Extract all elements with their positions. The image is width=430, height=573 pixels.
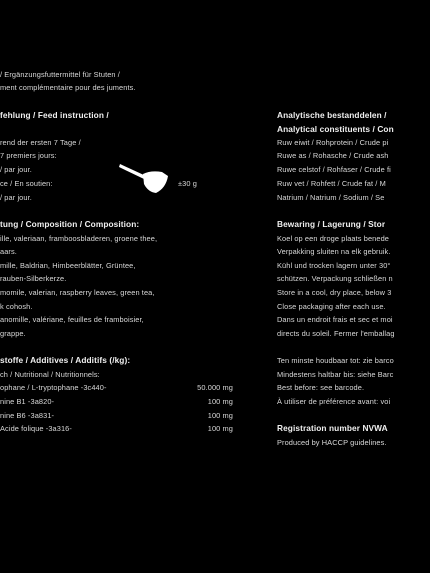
additives-heading: stoffe / Additives / Additifs (/kg): — [0, 355, 131, 365]
registration-heading: Registration number NVWA — [277, 423, 388, 433]
best-before-line: Ten minste houdbaar tot: zie barco — [277, 356, 394, 365]
feed-instruction-heading: fehlung / Feed instruction / — [0, 110, 109, 120]
composition-line: rauben-Silberkerze. — [0, 274, 67, 283]
storage-line: Close packaging after each use. — [277, 302, 386, 311]
storage-line: Kühl und trocken lagern unter 30° — [277, 261, 391, 270]
additive-amount: 100 mg — [207, 397, 233, 406]
additive-name: nine B1 -3a820- — [0, 397, 55, 406]
additive-amount: 100 mg — [207, 411, 233, 420]
intro-line-1: / Ergänzungsfuttermittel für Stuten / — [0, 70, 120, 79]
additive-name: Acide folique -3a316- — [0, 424, 72, 433]
feed-line: / par jour. — [0, 193, 32, 202]
storage-line: schützen. Verpackung schließen n — [277, 274, 393, 283]
additive-name: nine B6 -3a831- — [0, 411, 55, 420]
best-before-line: Best before: see barcode. — [277, 383, 365, 392]
composition-line: aars. — [0, 247, 17, 256]
storage-line: Dans un endroit frais et sec et moi — [277, 315, 393, 324]
analytic-line: Ruw eiwit / Rohprotein / Crude pi — [277, 138, 389, 147]
storage-heading: Bewaring / Lagerung / Stor — [277, 219, 386, 229]
intro-line-2: ment complémentaire pour des juments. — [0, 83, 136, 92]
dose-value: ±30 g — [178, 179, 197, 188]
composition-line: anomille, valériane, feuilles de framboisier, — [0, 315, 144, 324]
analytic-line: Natrium / Natrium / Sodium / Se — [277, 193, 385, 202]
storage-line: Koel op een droge plaats benede — [277, 234, 389, 243]
registration-line: Produced by HACCP guidelines. — [277, 438, 387, 447]
analytic-line: Ruw vet / Rohfett / Crude fat / M — [277, 179, 386, 188]
measuring-scoop-icon — [118, 158, 170, 198]
storage-line: Verpakking sluiten na elk gebruik. — [277, 247, 391, 256]
additive-amount: 50.000 mg — [197, 383, 233, 392]
analytic-heading-line-2: Analytical constituents / Con — [277, 124, 394, 134]
best-before-line: Mindestens haltbar bis: siehe Barc — [277, 370, 394, 379]
storage-line: directs du soleil. Fermer l'emballag — [277, 329, 395, 338]
storage-line: Store in a cool, dry place, below 3 — [277, 288, 392, 297]
composition-line: ille, valeriaan, framboosbladeren, groene thee, — [0, 234, 158, 243]
composition-line: grappe. — [0, 329, 26, 338]
composition-line: momile, valerian, raspberry leaves, green tea, — [0, 288, 155, 297]
additive-amount: 100 mg — [207, 424, 233, 433]
composition-line: mille, Baldrian, Himbeerblätter, Grüntee, — [0, 261, 136, 270]
additive-name: ophane / L-tryptophane -3c440- — [0, 383, 107, 392]
analytic-heading-line-1: Analytische bestanddelen / — [277, 110, 387, 120]
feed-line: 7 premiers jours: — [0, 151, 57, 160]
feed-line: / par jour. — [0, 165, 32, 174]
composition-heading: tung / Composition / Composition: — [0, 219, 140, 229]
analytic-line: Ruwe as / Rohasche / Crude ash — [277, 151, 389, 160]
best-before-line: À utiliser de préférence avant: voi — [277, 397, 391, 406]
analytic-line: Ruwe celstof / Rohfaser / Crude fi — [277, 165, 391, 174]
feed-line: ce / En soutien: — [0, 179, 53, 188]
composition-line: k cohosh. — [0, 302, 33, 311]
feed-line: rend der ersten 7 Tage / — [0, 138, 81, 147]
additives-intro: ch / Nutritional / Nutritionnels: — [0, 370, 100, 379]
